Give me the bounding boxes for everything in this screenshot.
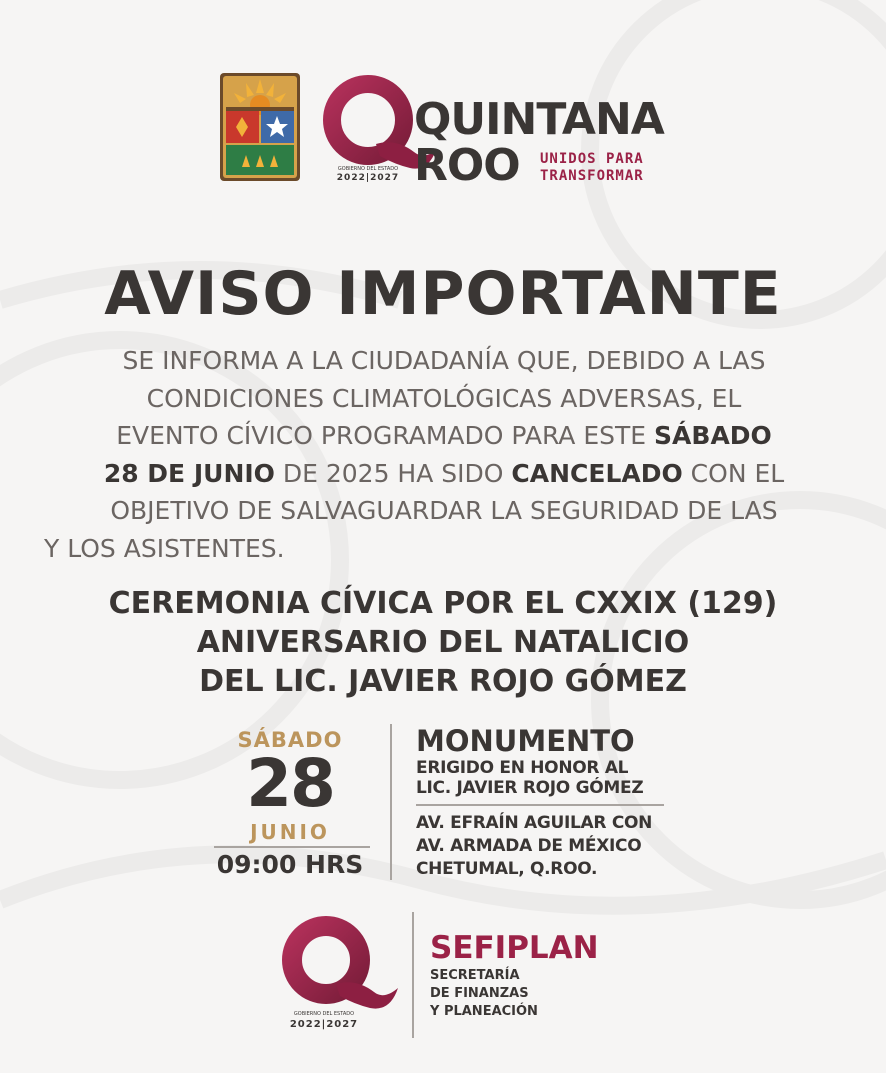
footer-period-label: 2022|2027 <box>289 1019 359 1030</box>
venue-name: MONUMENTO <box>416 724 635 758</box>
date-time: 09:00 HRS <box>216 850 364 879</box>
ceremony-title <box>0 584 886 701</box>
venue-address-3: CHETUMAL, Q.ROO. <box>416 859 598 879</box>
date-month: JUNIO <box>250 820 330 844</box>
venue-address-2: AV. ARMADA DE MÉXICO <box>416 836 642 856</box>
page-title: AVISO IMPORTANTE <box>104 259 782 329</box>
quintana-roo-logo <box>318 72 678 191</box>
venue-divider <box>416 804 664 806</box>
notice-line-3a: EVENTO CÍVICO PROGRAMADO PARA ESTE <box>116 421 655 450</box>
date-weekday: SÁBADO <box>237 728 343 752</box>
notice-line-4b: DE 2025 HA SIDO <box>274 458 512 488</box>
notice-line-4d: CON EL <box>682 458 785 488</box>
venue-block <box>416 724 686 881</box>
sefiplan-line-1: SECRETARÍA <box>430 968 520 983</box>
date-day: 28 <box>246 745 334 822</box>
notice-cancelado: CANCELADO <box>511 458 683 488</box>
notice-line-2: CONDICIONES CLIMATOLÓGICAS ADVERSAS, EL <box>146 383 742 413</box>
footer-divider <box>412 912 414 1038</box>
notice-weekday: SÁBADO <box>654 421 772 450</box>
date-block <box>200 722 380 884</box>
venue-sub-2: LIC. JAVIER ROJO GÓMEZ <box>416 778 644 798</box>
notice-line-4 <box>44 455 844 493</box>
ceremony-line-3: DEL LIC. JAVIER ROJO GÓMEZ <box>199 664 687 699</box>
notice-date: 28 DE JUNIO <box>103 458 275 488</box>
date-divider <box>214 846 370 848</box>
period-label: 2022|2027 <box>336 173 400 183</box>
footer-gobierno-label: GOBIERNO DEL ESTADO <box>293 1011 355 1017</box>
ceremony-line-2: ANIVERSARIO DEL NATALICIO <box>196 625 690 660</box>
venue-address-1: AV. EFRAÍN AGUILAR CON <box>416 813 653 833</box>
vertical-divider <box>390 724 392 880</box>
notice-text <box>44 342 844 567</box>
ceremony-line-1: CEREMONIA CÍVICA POR EL CXXIX (129) <box>108 586 778 621</box>
brand-quintana: QUINTANA <box>414 94 664 145</box>
sefiplan-line-2: DE FINANZAS <box>430 986 529 1001</box>
sefiplan-name: SEFIPLAN <box>430 930 599 966</box>
state-shield-icon <box>218 71 302 183</box>
notice-line-3 <box>44 417 844 455</box>
notice-line-1: SE INFORMA A LA CIUDADANÍA QUE, DEBIDO A LAS <box>122 346 766 375</box>
venue-sub-1: ERIGIDO EN HONOR AL <box>416 758 629 778</box>
gobierno-label: GOBIERNO DEL ESTADO <box>337 166 399 172</box>
notice-line-6: Y LOS ASISTENTES. <box>44 533 285 563</box>
brand-roo: ROO <box>414 140 520 191</box>
slogan-line-2: TRANSFORMAR <box>540 168 644 184</box>
brand-slogan <box>540 151 680 185</box>
notice-line-5: OBJETIVO DE SALVAGUARDAR LA SEGURIDAD DE LAS <box>110 496 778 525</box>
sefiplan-line-3: Y PLANEACIÓN <box>430 1004 538 1019</box>
slogan-line-1: UNIDOS PARA <box>540 151 644 167</box>
